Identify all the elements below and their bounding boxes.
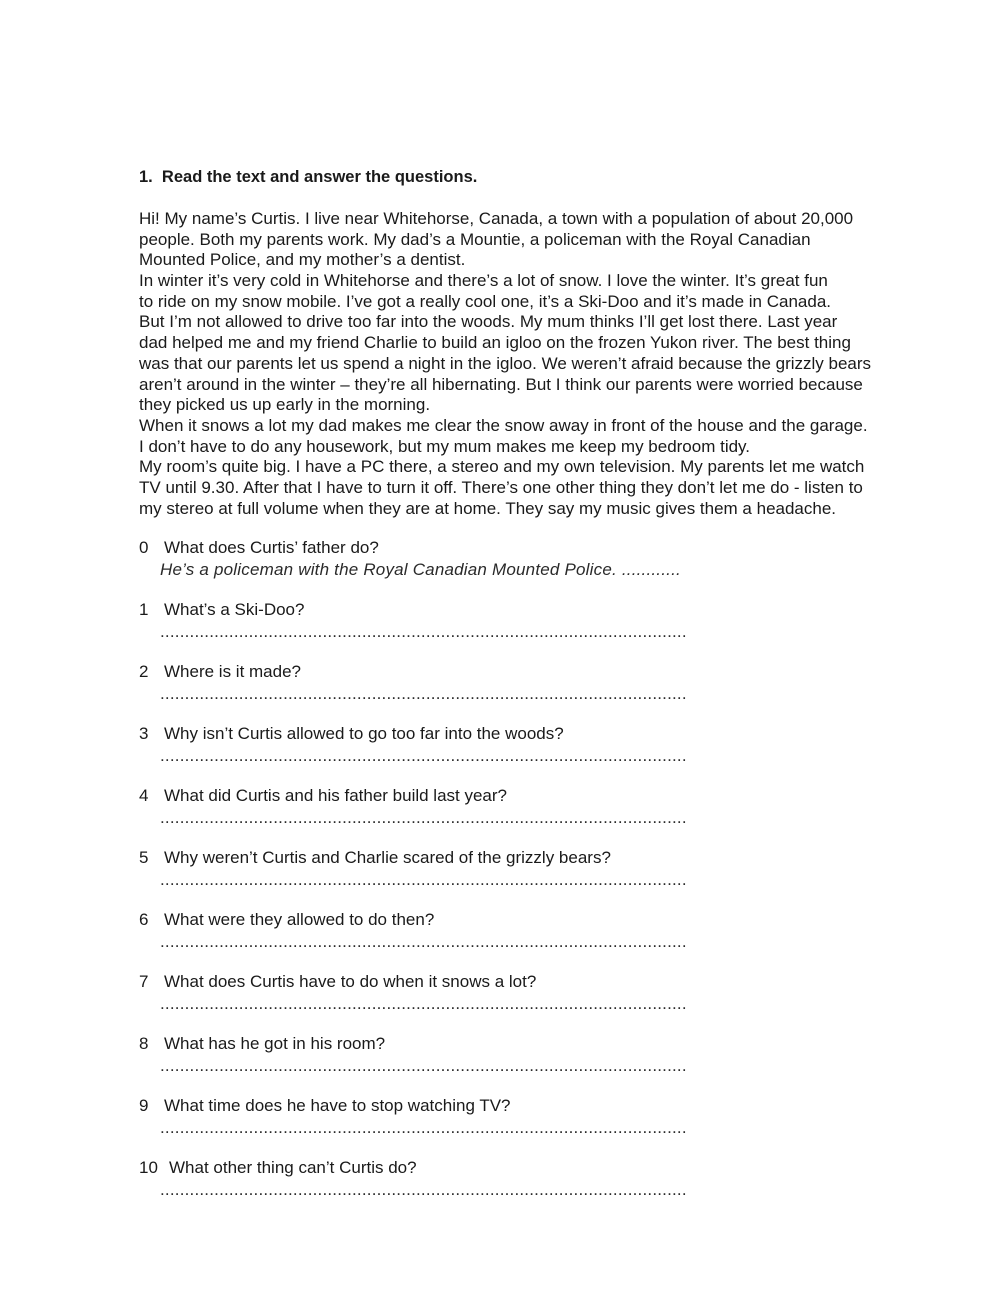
question-text: What did Curtis and his father build last year? bbox=[164, 786, 508, 805]
question-number: 5 bbox=[139, 848, 149, 867]
answer-line[interactable]: ........................................................................................................... bbox=[160, 1118, 687, 1137]
passage-line: In winter it’s very cold in Whitehorse and there’s a lot of snow. I love the winter. It’s great fun bbox=[139, 271, 828, 291]
question-item-8 bbox=[139, 1034, 859, 1096]
question-item-5 bbox=[139, 848, 859, 910]
question-list bbox=[139, 538, 859, 1220]
question-number: 8 bbox=[139, 1034, 149, 1053]
answer-line[interactable]: ........................................................................................................... bbox=[160, 622, 687, 641]
question-item-7 bbox=[139, 972, 859, 1034]
question-text: What has he got in his room? bbox=[164, 1034, 386, 1053]
question-text: Where is it made? bbox=[164, 662, 301, 681]
question-number: 3 bbox=[139, 724, 149, 743]
passage-line: was that our parents let us spend a night in the igloo. We weren’t afraid because the grizzly bears bbox=[139, 353, 872, 373]
question-number: 0 bbox=[139, 538, 149, 557]
question-number: 6 bbox=[139, 910, 149, 929]
question-item-6 bbox=[139, 910, 859, 972]
answer-line[interactable]: ........................................................................................................... bbox=[160, 870, 687, 889]
question-number: 2 bbox=[139, 662, 149, 681]
answer-line[interactable]: ........................................................................................................... bbox=[160, 684, 687, 703]
question-text: What does Curtis’ father do? bbox=[164, 538, 379, 557]
passage-line: But I’m not allowed to drive too far into the woods. My mum thinks I’ll get lost there. Last year bbox=[139, 312, 838, 332]
reading-passage bbox=[139, 209, 939, 519]
question-number: 1 bbox=[139, 600, 149, 619]
question-number: 4 bbox=[139, 786, 149, 805]
passage-line: aren’t around in the winter – they’re all hibernating. But I think our parents were worried because bbox=[139, 374, 863, 394]
question-text: Why isn’t Curtis allowed to go too far into the woods? bbox=[164, 724, 564, 743]
question-text: What’s a Ski-Doo? bbox=[164, 600, 305, 619]
passage-line: dad helped me and my friend Charlie to build an igloo on the frozen Yukon river. The best thing bbox=[139, 333, 851, 353]
answer-line[interactable]: ........................................................................................................... bbox=[160, 1180, 687, 1199]
passage-line: people. Both my parents work. My dad’s a Mountie, a policeman with the Royal Canadian bbox=[139, 229, 811, 249]
question-item-2 bbox=[139, 662, 859, 724]
question-item-4 bbox=[139, 786, 859, 848]
passage-line: When it snows a lot my dad makes me clear the snow away in front of the house and the garage. bbox=[139, 415, 868, 435]
question-number: 10 bbox=[139, 1158, 158, 1177]
question-item-3 bbox=[139, 724, 859, 786]
answer-line[interactable]: ........................................................................................................... bbox=[160, 746, 687, 765]
passage-line: TV until 9.30. After that I have to turn it off. There’s one other thing they don’t let me do - listen to bbox=[139, 477, 863, 497]
example-answer: He’s a policeman with the Royal Canadian Mounted Police. ............ bbox=[160, 560, 681, 579]
question-item-1 bbox=[139, 600, 859, 662]
passage-line: my stereo at full volume when they are at home. They say my music gives them a headache. bbox=[139, 498, 837, 518]
question-text: What other thing can’t Curtis do? bbox=[169, 1158, 417, 1177]
question-item-9 bbox=[139, 1096, 859, 1158]
question-number: 9 bbox=[139, 1096, 149, 1115]
answer-line[interactable]: ........................................................................................................... bbox=[160, 932, 687, 951]
question-item-0 bbox=[139, 538, 859, 600]
passage-line: Hi! My name’s Curtis. I live near Whitehorse, Canada, a town with a population of about 20,000 bbox=[139, 209, 854, 228]
passage-line: I don’t have to do any housework, but my mum makes me keep my bedroom tidy. bbox=[139, 436, 751, 456]
answer-line[interactable]: ........................................................................................................... bbox=[160, 808, 687, 827]
passage-line: My room’s quite big. I have a PC there, a stereo and my own television. My parents let me watch bbox=[139, 457, 865, 477]
question-text: What time does he have to stop watching TV? bbox=[164, 1096, 511, 1115]
answer-line[interactable]: ........................................................................................................... bbox=[160, 994, 687, 1013]
question-text: Why weren’t Curtis and Charlie scared of the grizzly bears? bbox=[164, 848, 611, 867]
question-number: 7 bbox=[139, 972, 149, 991]
passage-line: Mounted Police, and my mother’s a dentist. bbox=[139, 250, 466, 270]
question-item-10 bbox=[139, 1158, 859, 1220]
answer-line[interactable]: ........................................................................................................... bbox=[160, 1056, 687, 1075]
exercise-heading: 1. Read the text and answer the questions. bbox=[139, 168, 478, 186]
question-text: What were they allowed to do then? bbox=[164, 910, 435, 929]
question-text: What does Curtis have to do when it snows a lot? bbox=[164, 972, 537, 991]
passage-line: to ride on my snow mobile. I’ve got a really cool one, it’s a Ski-Doo and it’s made in Canada. bbox=[139, 291, 832, 311]
passage-line: they picked us up early in the morning. bbox=[139, 395, 431, 415]
